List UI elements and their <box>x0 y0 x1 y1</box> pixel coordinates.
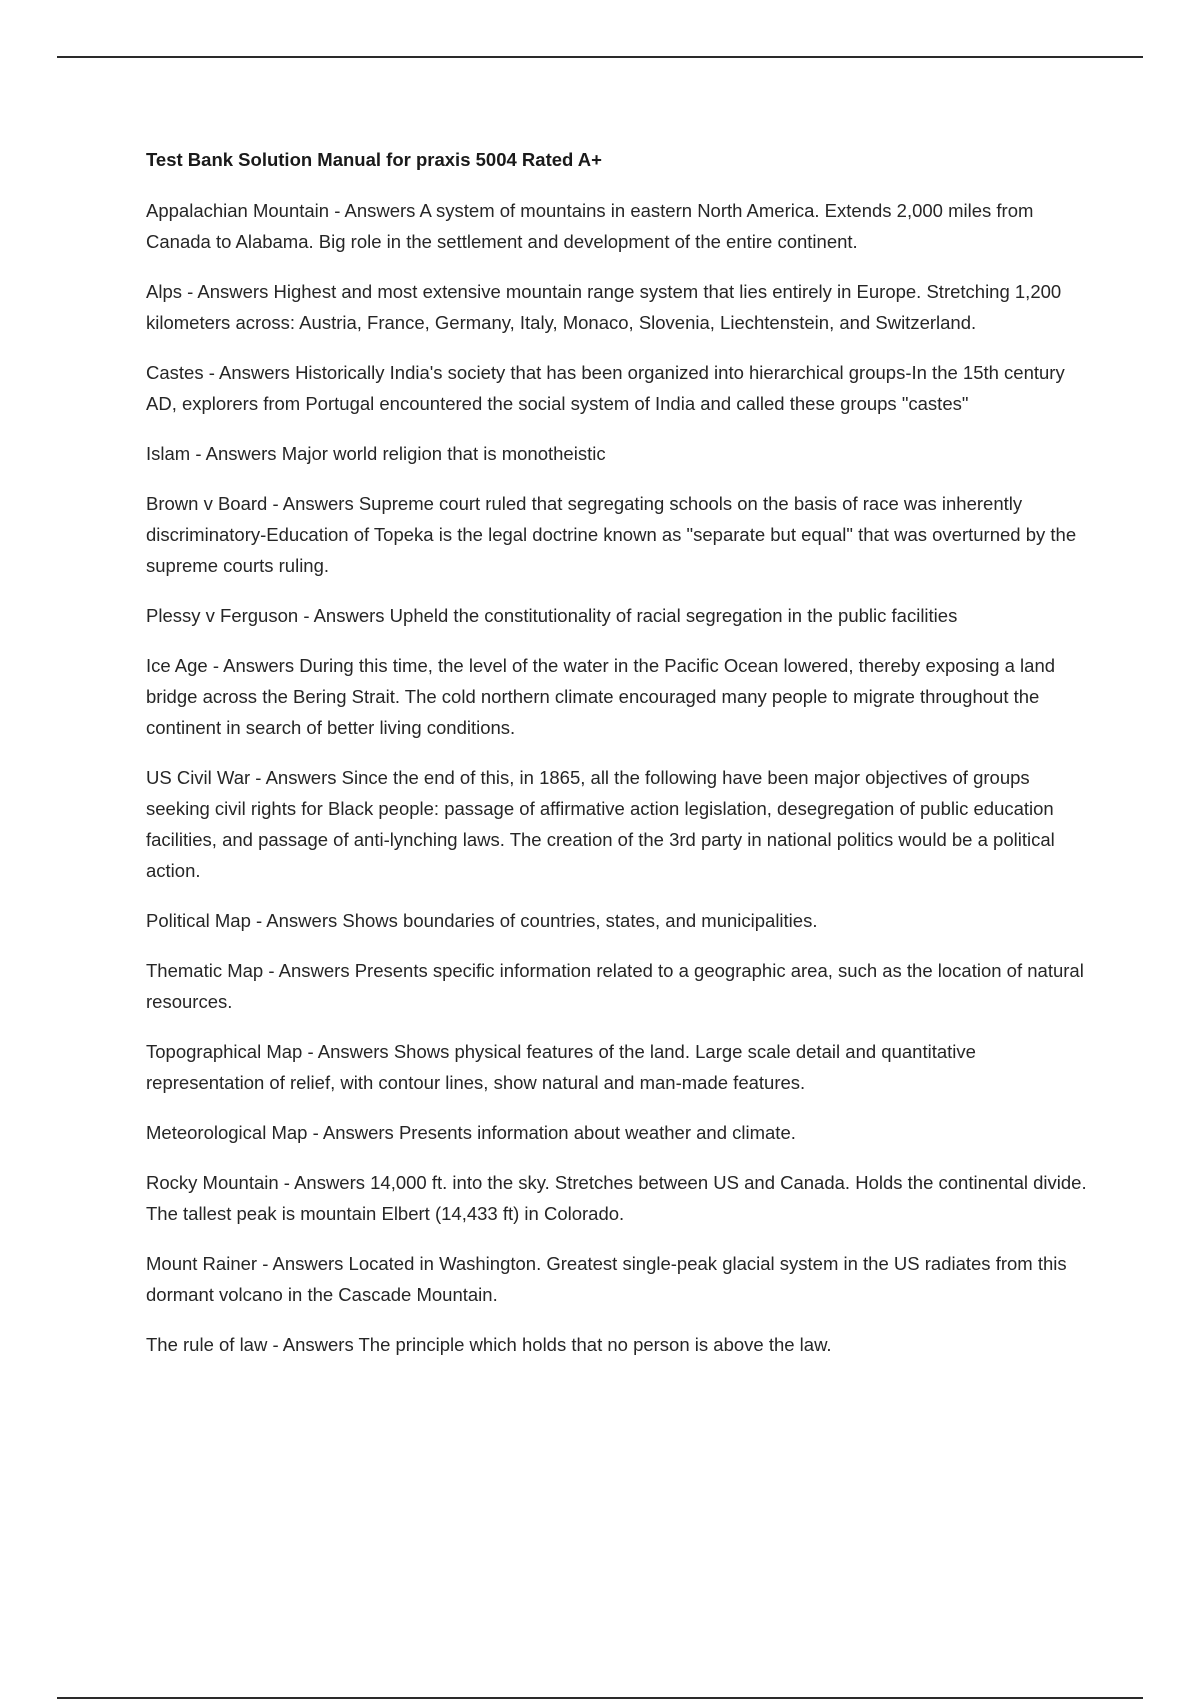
document-body <box>146 144 1091 1379</box>
qa-entry-topographical-map: Topographical Map - Answers Shows physical features of the land. Large scale detail and quantitative representation of relief, with contour lines, show natural and man-made features. <box>146 1041 976 1093</box>
qa-entry-brown-v-board: Brown v Board - Answers Supreme court ruled that segregating schools on the basis of race was inherently discriminatory-Education of Topeka is the legal doctrine known as "separate but equal" that was overturned by the supreme courts ruling. <box>146 493 1077 576</box>
qa-entry-mount-rainer: Mount Rainer - Answers Located in Washington. Greatest single-peak glacial system in the US radiates from this dormant volcano in the Cascade Mountain. <box>146 1253 1067 1305</box>
qa-entry-islam: Islam - Answers Major world religion that is monotheistic <box>146 443 606 464</box>
qa-entry-plessy-v-ferguson: Plessy v Ferguson - Answers Upheld the constitutionality of racial segregation in the public facilities <box>146 605 958 626</box>
qa-entry-us-civil-war: US Civil War - Answers Since the end of this, in 1865, all the following have been major objectives of groups seeking civil rights for Black people: passage of affirmative action legislation, desegregation of public education facilities, and passage of anti-lynching laws. The creation of the 3rd party in national politics would be a political action. <box>146 767 1055 881</box>
qa-entry-political-map: Political Map - Answers Shows boundaries of countries, states, and municipalities. <box>146 910 818 931</box>
qa-entry-castes: Castes - Answers Historically India's society that has been organized into hierarchical groups-In the 15th century AD, explorers from Portugal encountered the social system of India and called these groups "castes" <box>146 362 1065 414</box>
qa-entry-thematic-map: Thematic Map - Answers Presents specific information related to a geographic area, such as the location of natural resources. <box>146 960 1084 1012</box>
qa-entry-appalachian: Appalachian Mountain - Answers A system of mountains in eastern North America. Extends 2,000 miles from Canada to Alabama. Big role in the settlement and development of the entire continent. <box>146 200 1034 252</box>
qa-entry-rule-of-law: The rule of law - Answers The principle which holds that no person is above the law. <box>146 1334 832 1355</box>
qa-entry-rocky-mountain: Rocky Mountain - Answers 14,000 ft. into the sky. Stretches between US and Canada. Holds the continental divide. The tallest peak is mountain Elbert (14,433 ft) in Colorado. <box>146 1172 1087 1224</box>
qa-entry-meteorological-map: Meteorological Map - Answers Presents information about weather and climate. <box>146 1122 796 1143</box>
qa-entry-alps: Alps - Answers Highest and most extensive mountain range system that lies entirely in Europe. Stretching 1,200 kilometers across: Austria, France, Germany, Italy, Monaco, Slovenia, Liechtenstein, and Switzerland. <box>146 281 1062 333</box>
document-title: Test Bank Solution Manual for praxis 5004 Rated A+ <box>146 149 602 170</box>
qa-entry-ice-age: Ice Age - Answers During this time, the level of the water in the Pacific Ocean lowered, thereby exposing a land bridge across the Bering Strait. The cold northern climate encouraged many people to migrate throughout the continent in search of better living conditions. <box>146 655 1056 738</box>
header-rule <box>57 56 1143 58</box>
footer-rule <box>57 1697 1143 1699</box>
